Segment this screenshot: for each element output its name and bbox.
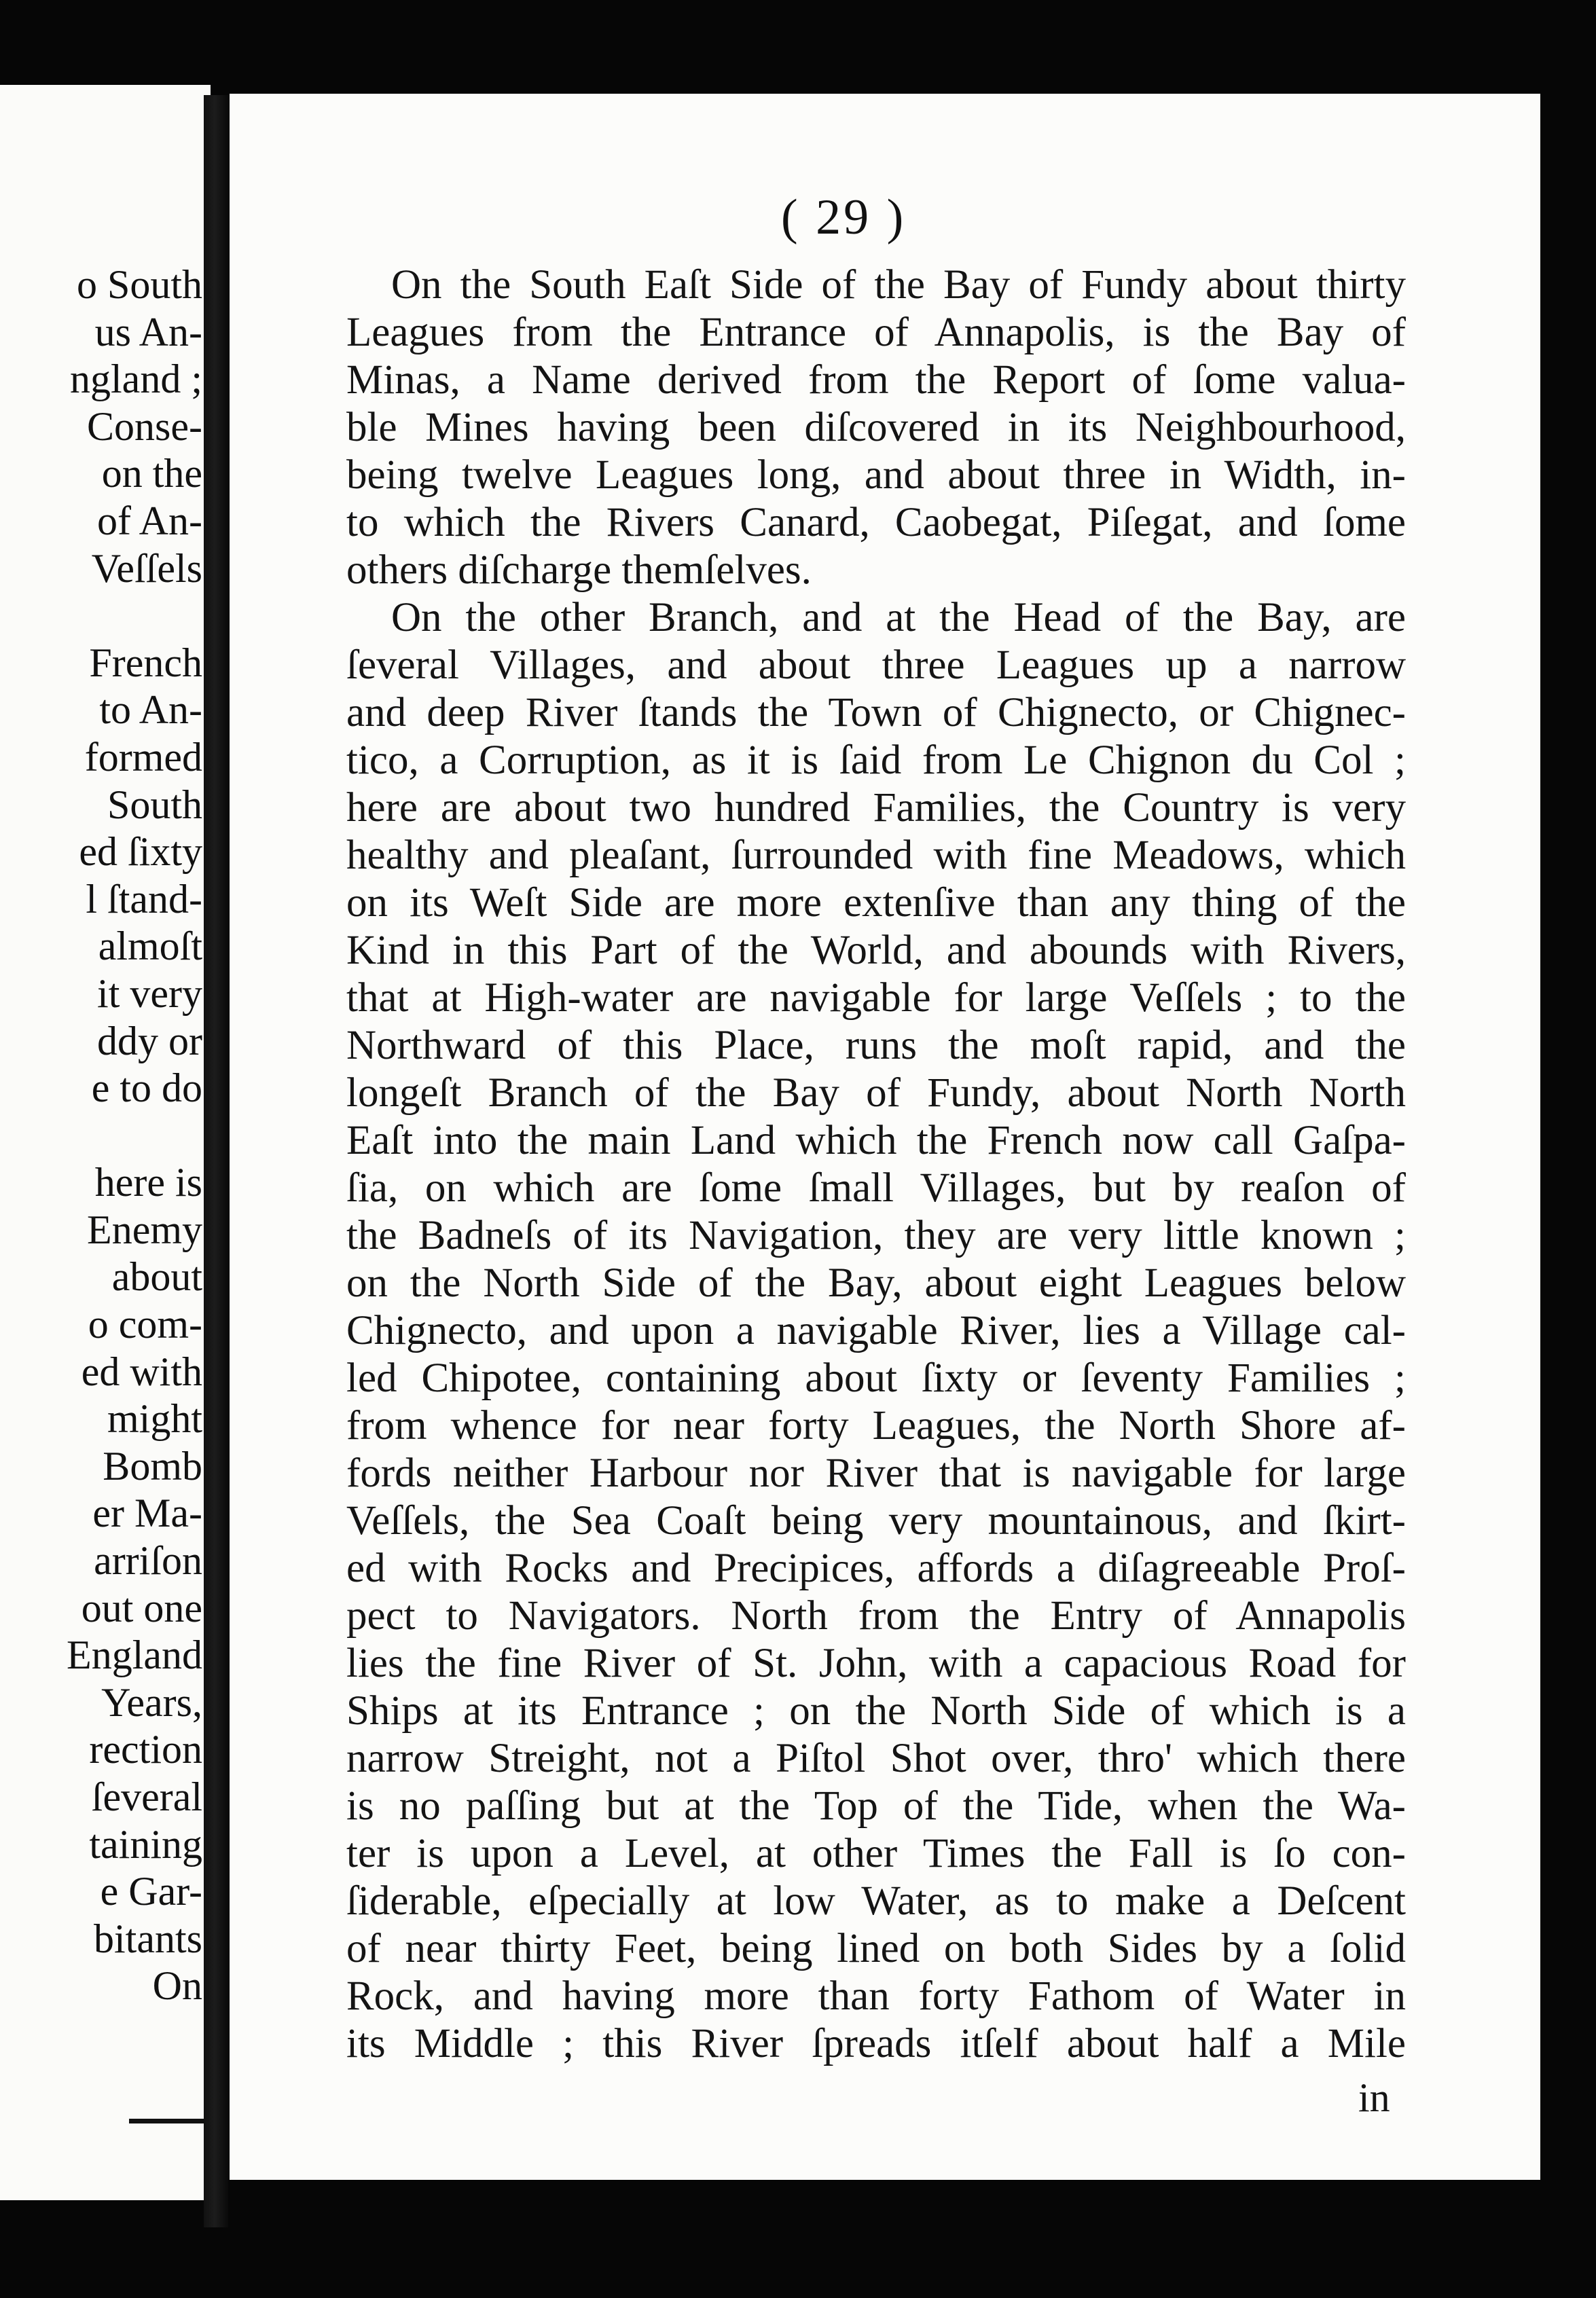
text-line: and deep River ſtands the Town of Chignecto, or Chignec- (346, 690, 1406, 735)
text-line: Chignecto, and upon a navigable River, lies a Village cal- (346, 1308, 1406, 1353)
previous-page-line: o com- (88, 1302, 202, 1347)
previous-page-line: ed with (81, 1349, 202, 1394)
text-line: On the other Branch, and at the Head of the Bay, are (391, 595, 1406, 640)
previous-page-line: it very (97, 970, 202, 1016)
text-line: on the North Side of the Bay, about eight Leagues below (346, 1260, 1406, 1306)
text-line: Veſſels, the Sea Coaſt being very mountainous, and ſkirt- (346, 1498, 1406, 1544)
text-line: pect to Navigators. North from the Entry of Annapolis (346, 1593, 1406, 1639)
text-line: to which the Rivers Canard, Caobegat, Piſegat, and ſome (346, 500, 1406, 545)
previous-page-line (67, 1112, 202, 1160)
page-body-text (346, 261, 1406, 2068)
previous-page-rule (129, 2119, 211, 2123)
previous-page-line: almoſt (98, 924, 202, 969)
previous-page-line: ſeveral (91, 1774, 202, 1819)
previous-page-line: South (107, 782, 202, 827)
text-line: its Middle ; this River ſpreads itſelf about half a Mile (346, 2021, 1406, 2066)
previous-page-line: On (152, 1963, 202, 2009)
previous-page-line: out one (81, 1585, 202, 1630)
previous-page-line: o South (76, 262, 202, 307)
text-line: ſia, on which are ſome ſmall Villages, but by reaſon of (346, 1165, 1406, 1211)
text-line: ter is upon a Level, at other Times the Fall is ſo con- (346, 1831, 1406, 1876)
previous-page-line: e to do (91, 1065, 202, 1111)
text-line: Northward of this Place, runs the moſt rapid, and the (346, 1023, 1406, 1068)
previous-page-text (67, 261, 202, 2010)
text-line: of near thirty Feet, being lined on both Sides by a ſolid (346, 1926, 1406, 1971)
previous-page-line: Bomb (103, 1443, 202, 1489)
text-line: ſeveral Villages, and about three Leagues up a narrow (346, 642, 1406, 688)
text-line: ſiderable, eſpecially at low Water, as to make a Deſcent (346, 1878, 1406, 1924)
text-line: being twelve Leagues long, and about three in Width, in- (346, 452, 1406, 498)
previous-page-line: formed (84, 734, 202, 780)
text-line: healthy and pleaſant, ſurrounded with fine Meadows, which (346, 833, 1406, 878)
previous-page-line: might (107, 1396, 202, 1442)
previous-page-line: e Gar- (100, 1869, 202, 1914)
previous-page-line: taining (89, 1821, 202, 1867)
text-line: Ships at its Entrance ; on the North Side of which is a (346, 1688, 1406, 1734)
text-line: Kind in this Part of the World, and abounds with Rivers, (346, 928, 1406, 973)
previous-page-line: ngland ; (70, 357, 202, 402)
text-line: tico, a Corruption, as it is ſaid from Le Chignon du Col ; (346, 737, 1406, 783)
previous-page-line: arriſon (94, 1538, 202, 1584)
text-line: led Chipotee, containing about ſixty or ſeventy Families ; (346, 1355, 1406, 1401)
previous-page-line (67, 592, 202, 640)
previous-page-line: Conse- (87, 403, 202, 449)
text-line: that at High-water are navigable for large Veſſels ; to the (346, 975, 1406, 1021)
text-line: Eaſt into the main Land which the French now call Gaſpa- (346, 1118, 1406, 1163)
previous-page-line: Veſſels (91, 545, 202, 591)
previous-page-line: us An- (94, 309, 202, 354)
previous-page-line: Years, (101, 1679, 202, 1725)
previous-page-line: ed ſixty (79, 829, 202, 875)
previous-page-line: l ſtand- (86, 876, 202, 922)
text-line: others diſcharge themſelves. (346, 547, 812, 593)
book-gutter (204, 95, 228, 2227)
previous-page (0, 85, 211, 2200)
text-line: here are about two hundred Families, the Country is very (346, 785, 1406, 831)
text-line: is no paſſing but at the Top of the Tide, when the Wa- (346, 1783, 1406, 1829)
previous-page-line: rection (89, 1727, 202, 1772)
previous-page-line: er Ma- (92, 1491, 202, 1536)
text-line: On the South Eaſt Side of the Bay of Fundy about thirty (391, 262, 1406, 308)
text-line: ble Mines having been diſcovered in its Neighbourhood, (346, 405, 1406, 450)
previous-page-line: Enemy (87, 1207, 202, 1252)
previous-page-line: here is (94, 1160, 202, 1205)
catchword: in (1358, 2075, 1390, 2120)
previous-page-line: French (89, 640, 202, 685)
text-line: Minas, a Name derived from the Report of ſome valua- (346, 357, 1406, 403)
text-line: the Badneſs of its Navigation, they are very little known ; (346, 1213, 1406, 1258)
text-line: ed with Rocks and Precipices, affords a diſagreeable Proſ- (346, 1546, 1406, 1591)
text-line: fords neither Harbour nor River that is navigable for large (346, 1451, 1406, 1496)
text-line: longeſt Branch of the Bay of Fundy, about North North (346, 1070, 1406, 1116)
text-line: Leagues from the Entrance of Annapolis, is the Bay of (346, 310, 1406, 355)
text-line: lies the fine River of St. John, with a capacious Road for (346, 1641, 1406, 1686)
previous-page-line: on the (101, 451, 202, 496)
previous-page-line: of An- (97, 498, 202, 543)
text-line: Rock, and having more than forty Fathom of Water in (346, 1973, 1406, 2019)
page-number: ( 29 ) (781, 189, 907, 245)
previous-page-line: bitants (94, 1916, 202, 1961)
previous-page-line: to An- (99, 687, 202, 733)
previous-page-line: ddy or (97, 1018, 202, 1063)
previous-page-line: England (67, 1633, 202, 1678)
previous-page-line: about (111, 1254, 202, 1300)
text-line: narrow Streight, not a Piſtol Shot over, thro' which there (346, 1736, 1406, 1781)
text-line: from whence for near forty Leagues, the North Shore af- (346, 1403, 1406, 1448)
text-line: on its Weſt Side are more extenſive than any thing of the (346, 880, 1406, 926)
